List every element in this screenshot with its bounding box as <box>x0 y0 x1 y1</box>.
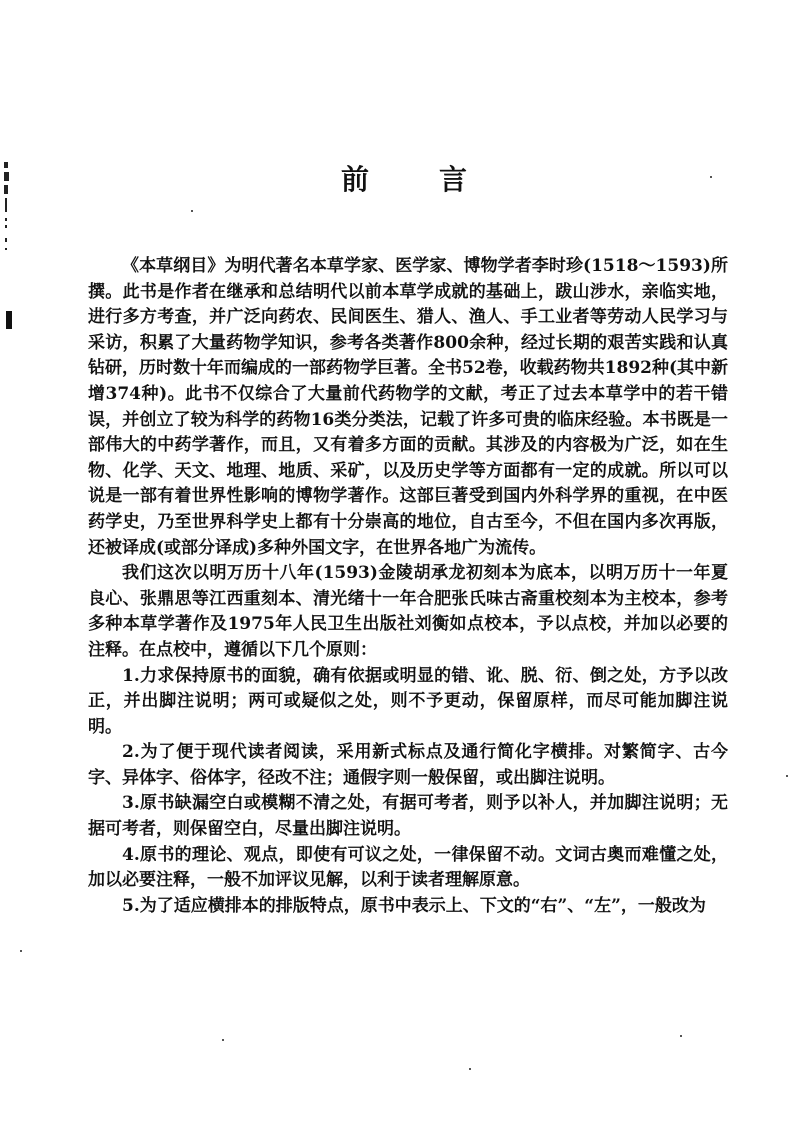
scan-artifact <box>4 172 9 181</box>
scan-artifact <box>4 162 8 168</box>
preface-body <box>88 254 728 919</box>
scan-speck <box>191 210 193 212</box>
paragraph-intro: 《本草纲目》为明代著名本草学家、医学家、博物学者李时珍(1518～1593)所撰。此书是作者在继承和总结明代以前本草学成就的基础上，跋山涉水，亲临实地，进行多方考查，并广泛向药农、民间医生、猎人、渔人、手工业者等劳动人民学习与采访，积累了大量药物学知识，参考各类著作800余种，经过长期的艰苦实践和认真钻研，历时数十年而编成的一部药物学巨著。全书52卷，收载药物共1892种(其中新增374种)。此书不仅综合了大量前代药物学的文献，考正了过去本草学中的若干错误，并创立了较为科学的药物16类分类法，记载了许多可贵的临床经验。本书既是一部伟大的中药学著作，而且，又有着多方面的贡献。其涉及的内容极为广泛，如在生物、化学、天文、地理、地质、采矿，以及历史学等方面都有一定的成就。所以可以说是一部有着世界性影响的博物学著作。这部巨著受到国内外科学界的重视，在中医药学史，乃至世界科学史上都有十分崇高的地位，自古至今，不但在国内多次再版，还被译成(或部分译成)多种外国文字，在世界各地广为流传。 <box>88 256 729 558</box>
principle-3: 3.原书缺漏空白或模糊不清之处，有据可考者，则予以补人，并加脚注说明；无据可考者，则保留空白，尽量出脚注说明。 <box>88 793 728 840</box>
binding-scan-mark <box>6 311 12 329</box>
scan-artifact <box>5 238 7 242</box>
scan-artifact <box>5 218 7 221</box>
principle-2: 2.为了便于现代读者阅读，采用新式标点及通行简化字横排。对繁简字、古今字、异体字、俗体字，径改不注；通假字则一般保留，或出脚注说明。 <box>88 742 728 788</box>
principle-5: 5.为了适应横排本的排版特点，原书中表示上、下文的“右”、“左”，一般改为 <box>122 895 706 916</box>
paragraph-editions: 我们这次以明万历十八年(1593)金陵胡承龙初刻本为底本，以明万历十一年夏良心、张鼎思等江西重刻本、清光绪十一年合肥张氏味古斋重校刻本为主校本，参考多种本草学著作及1975年人民卫生出版社刘衡如点校本，予以点校，并加以必要的注释。在点校中，遵循以下几个原则： <box>88 563 728 660</box>
scan-artifact <box>5 198 7 212</box>
scan-artifact <box>5 248 7 250</box>
title-char-1: 前 <box>341 163 370 196</box>
scan-speck <box>710 176 712 178</box>
scan-speck <box>222 1039 224 1041</box>
scan-speck <box>20 950 22 952</box>
principle-1: 1.力求保持原书的面貌，确有依据或明显的错、讹、脱、衍、倒之处，方予以改正，并出脚注说明；两可或疑似之处，则不予更动，保留原样，而尽可能加脚注说明。 <box>88 665 728 737</box>
scan-speck <box>680 1035 682 1037</box>
principle-4: 4.原书的理论、观点，即使有可议之处，一律保留不动。文词古奥而难懂之处，加以必要注释，一般不加评议见解，以利于读者理解原意。 <box>88 844 728 891</box>
scan-speck <box>469 1068 471 1070</box>
scan-artifact <box>4 185 8 194</box>
left-margin-scan-marks <box>4 162 14 254</box>
scan-artifact <box>5 225 7 228</box>
title-char-2: 言 <box>439 163 468 196</box>
scan-speck <box>786 775 788 777</box>
